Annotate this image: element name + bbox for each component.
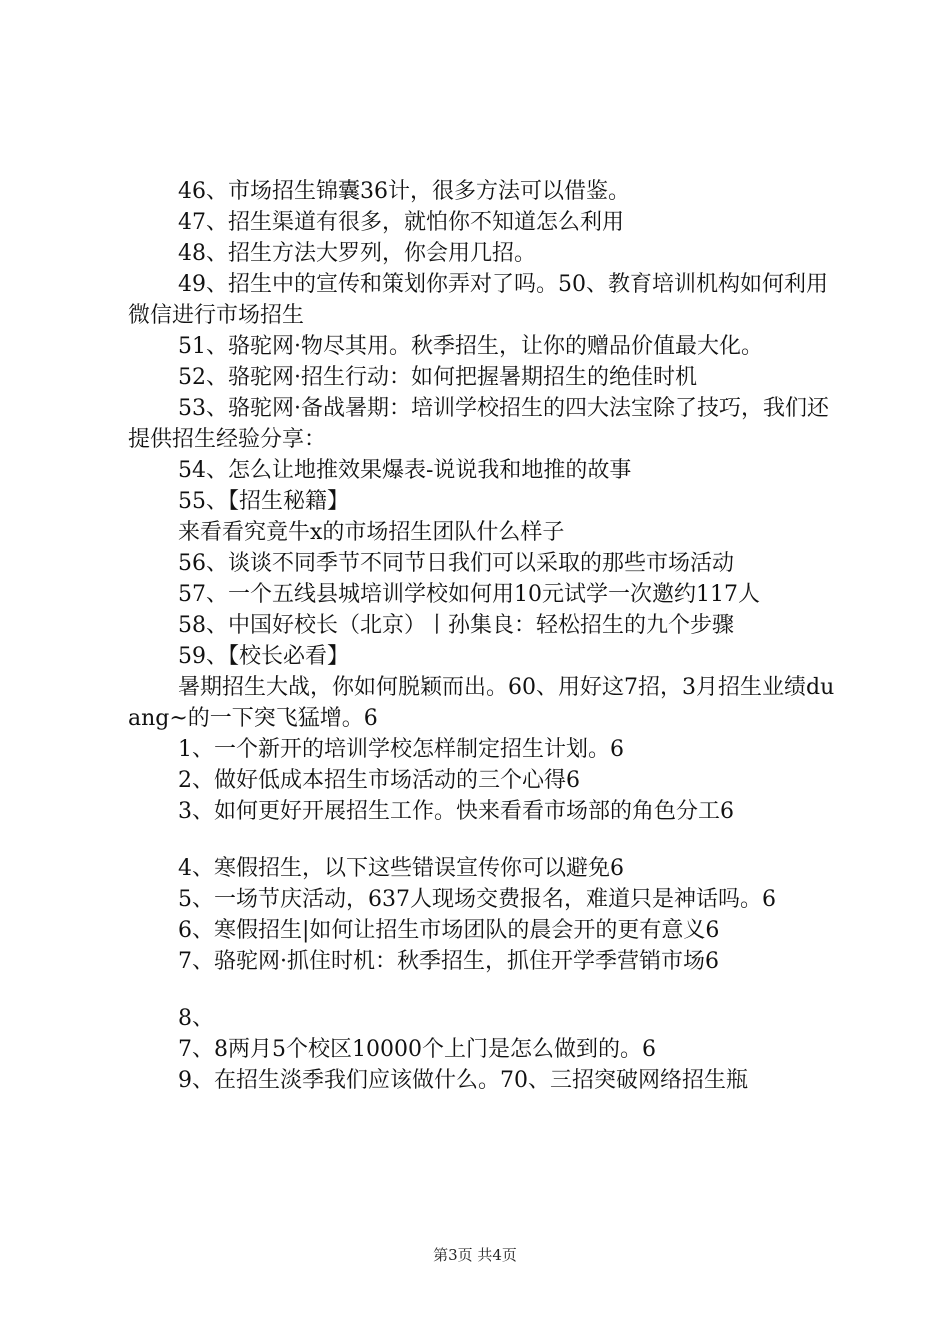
text-line: 3、如何更好开展招生工作。快来看看市场部的角色分工6 — [178, 799, 734, 824]
page-footer: 第3页 共4页 — [433, 1246, 517, 1264]
text-line: 4、寒假招生，以下这些错误宣传你可以避免6 — [178, 856, 624, 881]
text-line: 52、骆驼网·招生行动：如何把握暑期招生的绝佳时机 — [178, 365, 697, 390]
text-line: 51、骆驼网·物尽其用。秋季招生，让你的赠品价值最大化。 — [178, 334, 763, 359]
blank-line — [128, 977, 840, 1003]
text-line: 5、一场节庆活动，637人现场交费报名，难道只是神话吗。6 — [178, 887, 776, 912]
text-line: 暑期招生大战，你如何脱颖而出。60、用好这7招，3月招生业绩duang~的一下突飞猛增。6 — [128, 675, 835, 731]
text-line: 8、 — [178, 1006, 214, 1031]
text-line: 54、怎么让地推效果爆表-说说我和地推的故事 — [178, 458, 632, 483]
text-line: 56、谈谈不同季节不同节日我们可以采取的那些市场活动 — [178, 551, 734, 576]
text-line: 53、骆驼网·备战暑期：培训学校招生的四大法宝除了技巧，我们还提供招生经验分享： — [128, 396, 829, 452]
text-line: 7、骆驼网·抓住时机：秋季招生，抓住开学季营销市场6 — [178, 949, 719, 974]
document-body — [128, 176, 840, 1096]
blank-line — [128, 827, 840, 853]
text-line: 49、招生中的宣传和策划你弄对了吗。50、教育培训机构如何利用微信进行市场招生 — [128, 272, 828, 328]
text-line: 57、一个五线县城培训学校如何用10元试学一次邀约117人 — [178, 582, 760, 607]
text-line: 1、一个新开的培训学校怎样制定招生计划。6 — [178, 737, 624, 762]
text-line: 59、【校长必看】 — [178, 644, 349, 669]
text-line: 来看看究竟牛x的市场招生团队什么样子 — [178, 520, 565, 545]
text-line: 2、做好低成本招生市场活动的三个心得6 — [178, 768, 580, 793]
text-line: 6、寒假招生|如何让招生市场团队的晨会开的更有意义6 — [178, 918, 720, 943]
text-line: 58、中国好校长（北京）丨孙集良：轻松招生的九个步骤 — [178, 613, 734, 638]
text-line: 46、市场招生锦囊36计，很多方法可以借鉴。 — [178, 179, 630, 204]
text-line: 7、8两月5个校区10000个上门是怎么做到的。6 — [178, 1037, 656, 1062]
text-line: 48、招生方法大罗列，你会用几招。 — [178, 241, 536, 266]
text-line: 55、【招生秘籍】 — [178, 489, 349, 514]
text-line: 9、在招生淡季我们应该做什么。70、三招突破网络招生瓶 — [178, 1068, 748, 1093]
text-line: 47、招生渠道有很多，就怕你不知道怎么利用 — [178, 210, 624, 235]
